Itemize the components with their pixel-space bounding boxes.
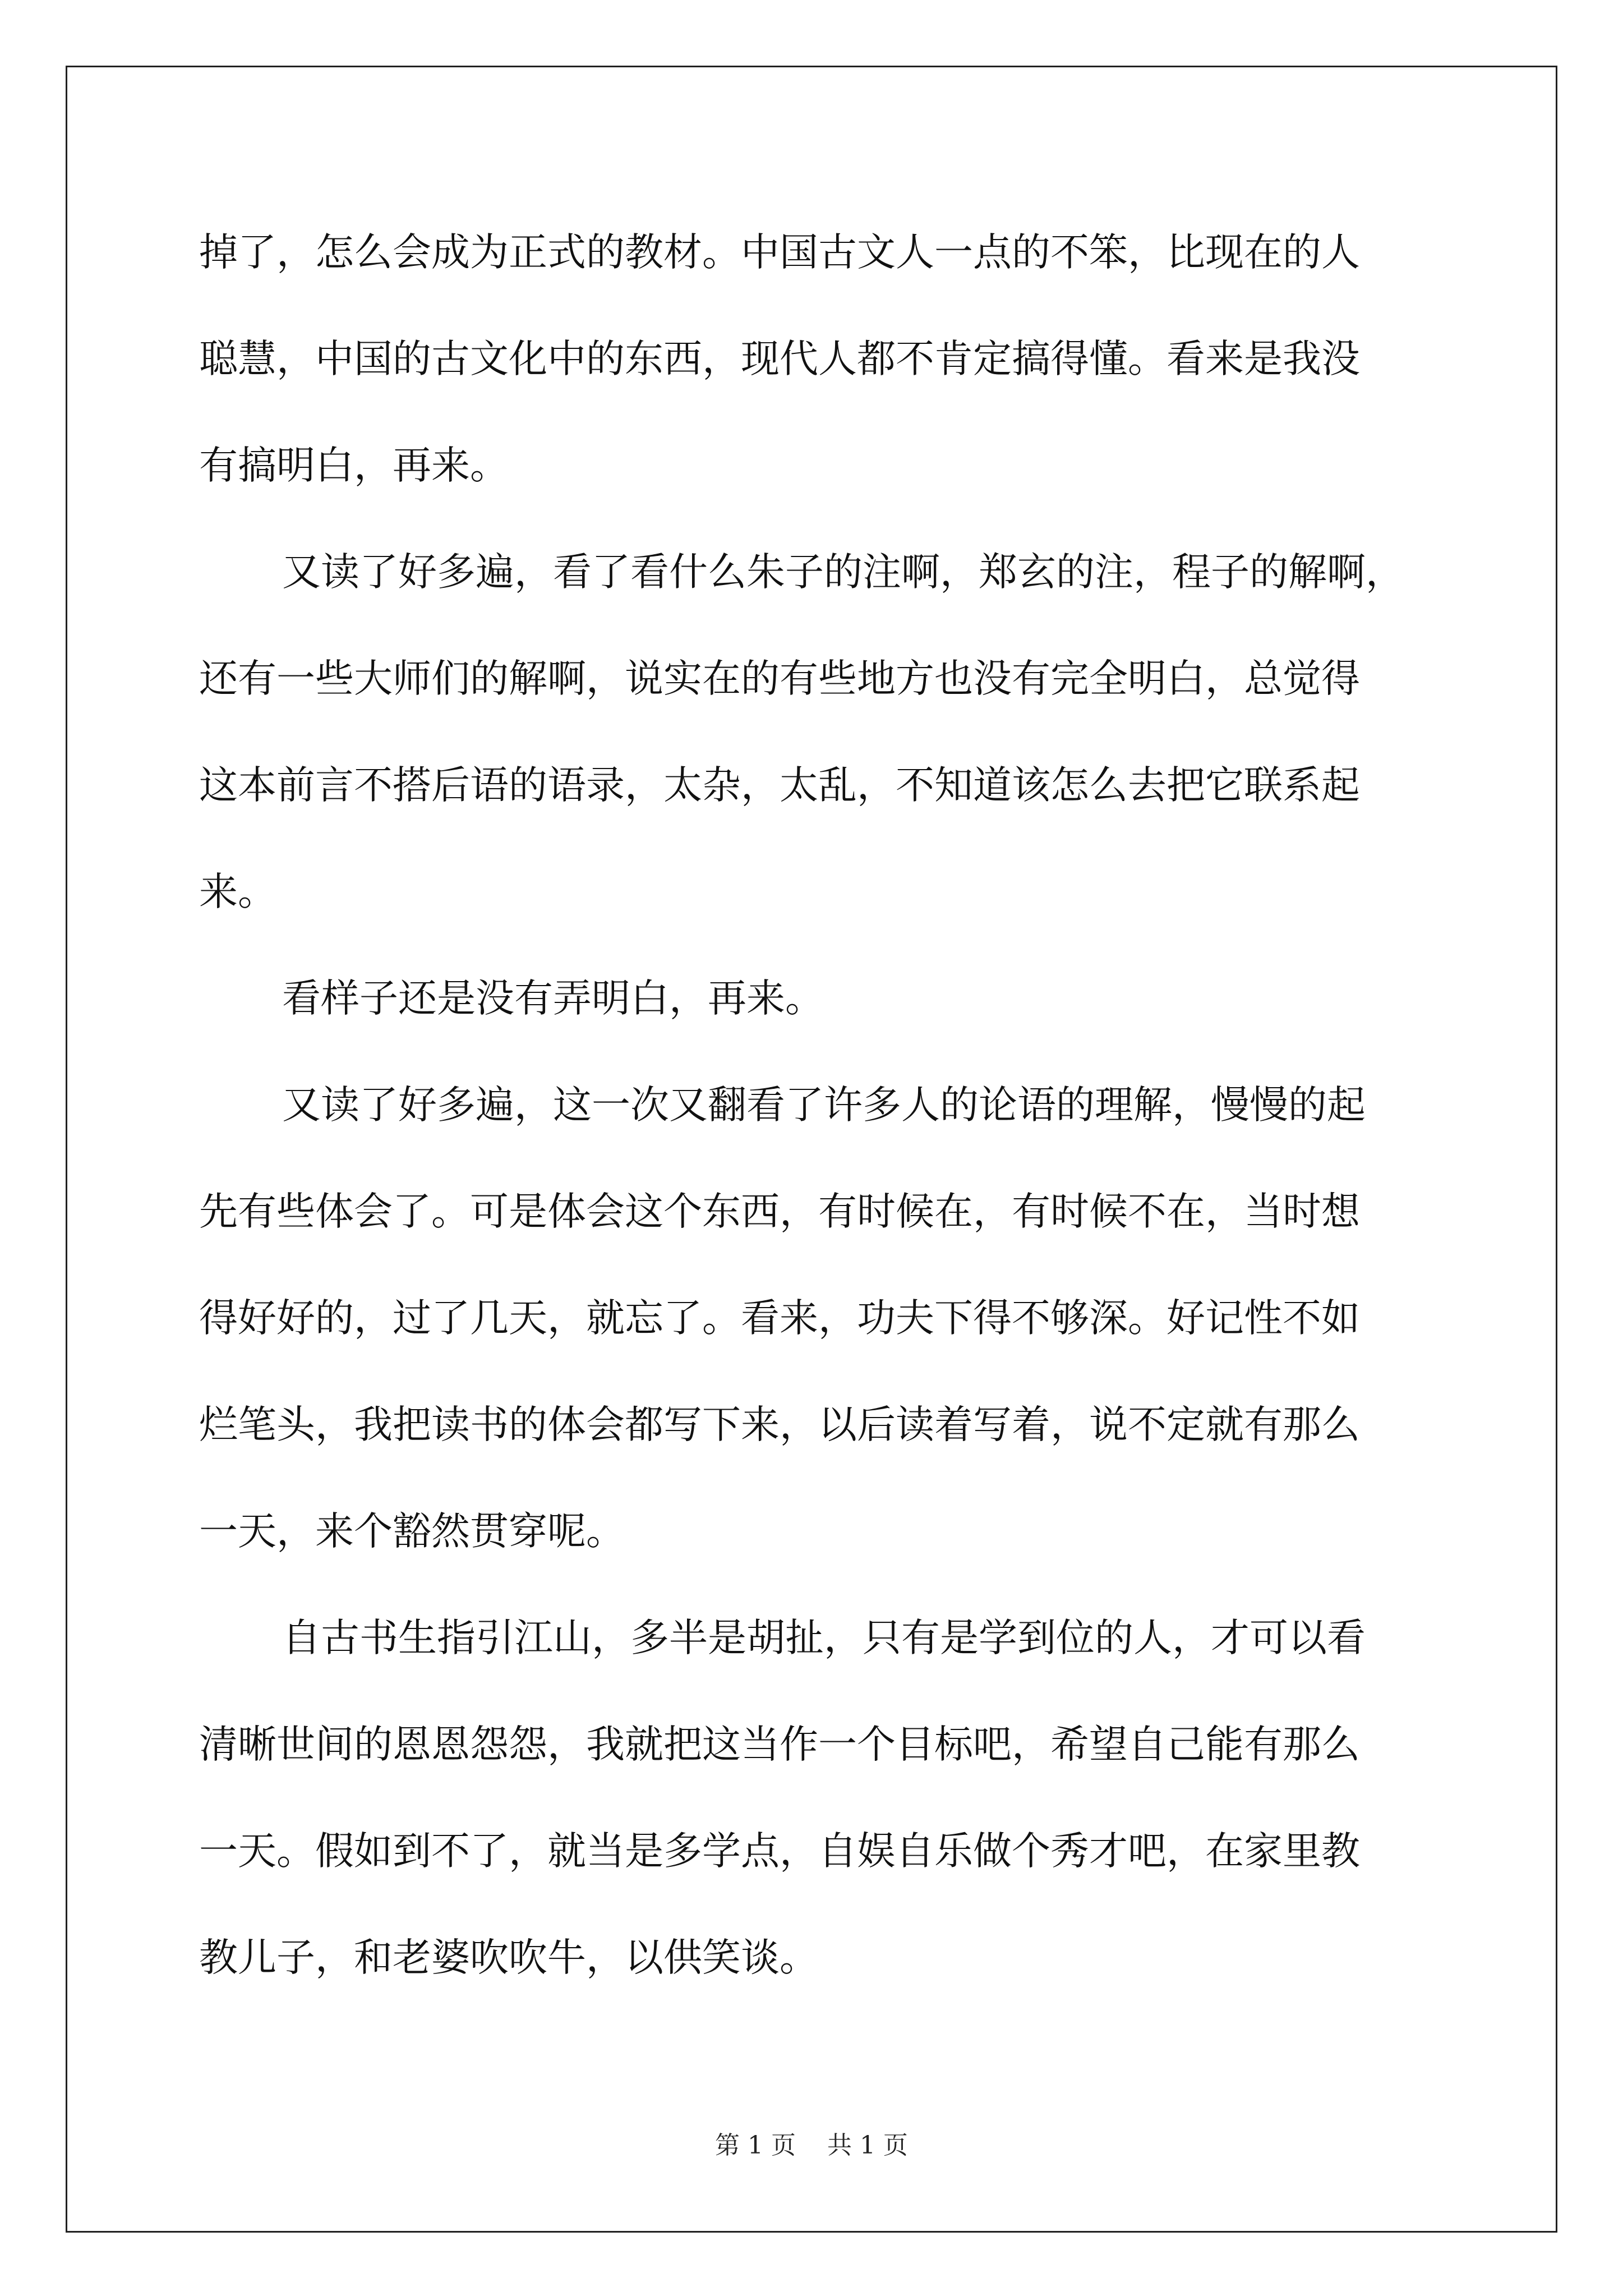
text-line: 清晰世间的恩恩怨怨，我就把这当作一个目标吧，希望自己能有那么 [199, 1722, 1360, 1767]
text-line: 一天，来个豁然贯穿呢。 [199, 1509, 625, 1554]
text-line: 这本前言不搭后语的语录，太杂，太乱，不知道该怎么去把它联系起 [199, 763, 1360, 808]
text-line: 教儿子，和老婆吹吹牛，以供笑谈。 [199, 1935, 818, 1980]
text-line: 有搞明白，再来。 [199, 443, 509, 488]
text-line: 来。 [199, 869, 276, 914]
text-line: 烂笔头，我把读书的体会都写下来，以后读着写着，说不定就有那么 [199, 1402, 1360, 1447]
page-number-footer: 第 1 页 共 1 页 [715, 2131, 908, 2160]
text-line: 一天。假如到不了，就当是多学点，自娱自乐做个秀才吧，在家里教 [199, 1829, 1360, 1874]
paragraph [199, 519, 1433, 945]
paragraph [199, 945, 1433, 1052]
text-line: 又读了好多遍，这一次又翻看了许多人的论语的理解，慢慢的起 [282, 1083, 1366, 1128]
text-line: 还有一些大师们的解啊，说实在的有些地方也没有完全明白，总觉得 [199, 656, 1360, 701]
text-line: 自古书生指引江山，多半是胡扯，只有是学到位的人，才可以看 [282, 1616, 1366, 1660]
text-line: 又读了好多遍，看了看什么朱子的注啊，郑玄的注，程子的解啊， [282, 550, 1404, 595]
document-body [199, 199, 1433, 2011]
text-line: 得好好的，过了几天，就忘了。看来，功夫下得不够深。好记性不如 [199, 1296, 1360, 1341]
text-line: 先有些体会了。可是体会这个东西，有时候在，有时候不在，当时想 [199, 1189, 1360, 1234]
text-line: 掉了，怎么会成为正式的教材。中国古文人一点的不笨，比现在的人 [199, 230, 1360, 275]
paragraph [199, 1052, 1433, 1585]
paragraph [199, 199, 1433, 519]
paragraph [199, 1585, 1433, 2011]
text-line: 看样子还是没有弄明白，再来。 [282, 976, 824, 1021]
text-line: 聪慧，中国的古文化中的东西，现代人都不肯定搞得懂。看来是我没 [199, 337, 1360, 381]
